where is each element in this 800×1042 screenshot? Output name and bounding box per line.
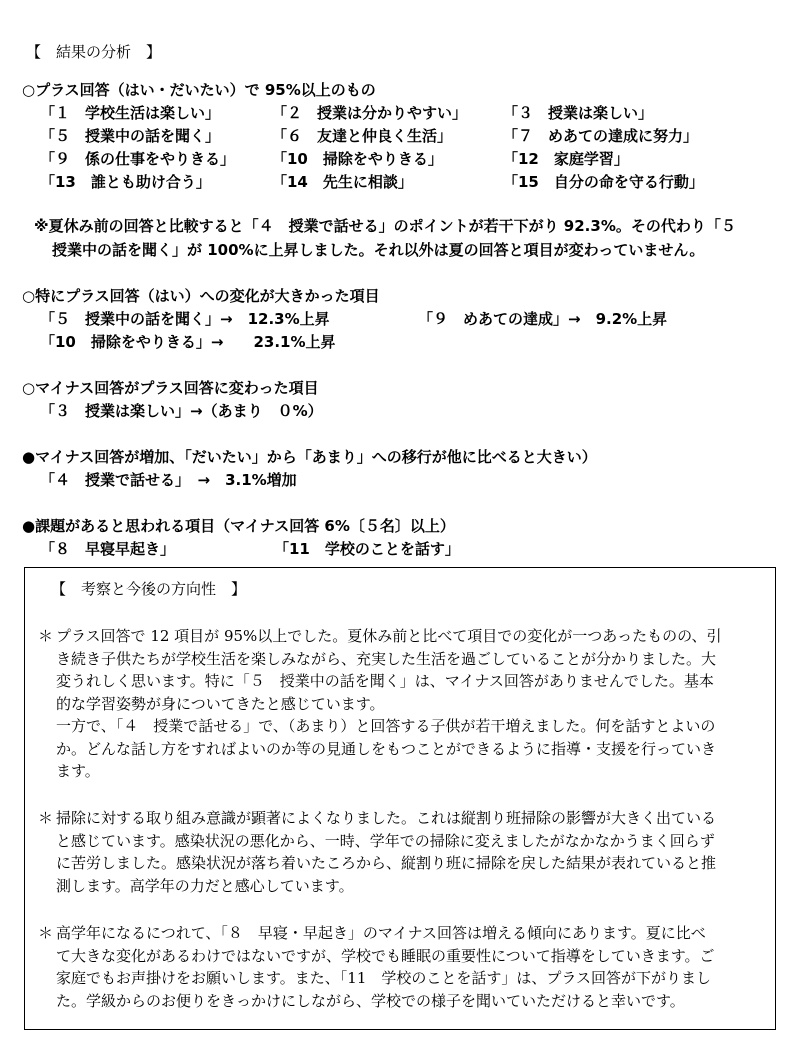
note-line-2: 授業中の話を聞く」が 100%に上昇しました。それ以外は夏の回答と項目が変わっていません。: [52, 241, 705, 259]
list-item: 「９ 係の仕事をやりきる」: [40, 150, 236, 168]
list-item: 「10 掃除をやりきる」→ 23.1%上昇: [40, 333, 336, 351]
list-item: 「４ 授業で話せる」 → 3.1%増加: [40, 471, 297, 489]
paragraph-line: 高学年になるにつれて、「８ 早寝・早起き」のマイナス回答は増える傾向にあります。夏に比べ: [56, 924, 706, 942]
paragraph-2: [38, 807, 766, 897]
paragraph-line: 的な学習姿勢が身についてきたと感じています。: [56, 694, 385, 713]
note-line-1: ※夏休み前の回答と比較すると「４ 授業で話せる」のポイントが若干下がり 92.3%。その代わり「５: [34, 217, 736, 235]
list-item: 「15 自分の命を守る行動」: [503, 173, 704, 191]
paragraph-3: [38, 922, 766, 1012]
list-item: 「６ 友達と仲良く生活」: [272, 127, 453, 145]
list-item: 「13 誰とも助け合う」: [40, 173, 211, 191]
list-item: 「９ めあての達成」→ 9.2%上昇: [418, 310, 668, 328]
section5-heading: ●課題があると思われる項目（マイナス回答 6%〔５名〕以上）: [22, 517, 455, 535]
paragraph-line: 一方で、「４ 授業で話せる」で、（あまり）と回答する子供が若干増えました。何を話すとよいの: [56, 717, 716, 735]
section3-heading: ○マイナス回答がプラス回答に変わった項目: [22, 379, 319, 397]
paragraph-line: き続き子供たちが学校生活を楽しみながら、充実した生活を過ごしていることが分かりました。大: [56, 649, 717, 668]
asterisk-bullet: ＊: [38, 627, 54, 645]
list-item: 「14 先生に相談」: [272, 173, 413, 191]
paragraph-line: 変うれしく思います。特に「５ 授業中の話を聞く」は、マイナス回答がありませんでした。基本: [56, 672, 714, 690]
list-item: 「８ 早寝早起き」: [40, 540, 176, 558]
paragraph-line: ます。: [56, 762, 100, 780]
list-item: 「11 学校のことを話す」: [274, 540, 460, 558]
section1-heading: ○プラス回答（はい・だいたい）で 95%以上のもの: [22, 81, 376, 99]
list-item: 「12 家庭学習」: [503, 150, 629, 168]
paragraph-line: プラス回答で 12 項目が 95%以上でした。夏休み前と比べて項目での変化が一つあったものの、引: [56, 627, 722, 645]
list-item: 「５ 授業中の話を聞く」→ 12.3%上昇: [40, 310, 330, 328]
list-item: 「３ 授業は楽しい」: [503, 104, 654, 122]
section2-heading: ○特にプラス回答（はい）への変化が大きかった項目: [22, 287, 380, 305]
paragraph-line: か。どんな話し方をすればよいのか等の見通しをもつことができるように指導・支援を行っていき: [56, 739, 717, 758]
section4-heading: ●マイナス回答が増加、「だいたい」から「あまり」への移行が他に比べると大きい）: [22, 448, 597, 466]
analysis-title: 【 結果の分析 】: [26, 43, 162, 61]
list-item: 「１ 学校生活は楽しい」: [40, 104, 221, 122]
list-item: 「７ めあての達成に努力」: [503, 127, 699, 145]
paragraph-line: 測します。高学年の力だと感心しています。: [56, 876, 354, 895]
asterisk-bullet: ＊: [38, 924, 54, 942]
list-item: 「10 掃除をやりきる」: [272, 150, 443, 168]
paragraph-line: と感じています。感染状況の悪化から、一時、学年での掃除に変えましたがなかなかうまく回らず: [56, 831, 715, 850]
paragraph-line: に苦労しました。感染状況が落ち着いたころから、縦割り班に掃除を戻した結果が表れていると推: [56, 854, 717, 872]
paragraph-line: た。学級からのお便りをきっかけにしながら、学校での様子を聞いていただけると幸いです。: [56, 991, 685, 1010]
consideration-box: [24, 567, 776, 1030]
list-item: 「３ 授業は楽しい」→（あまり ０%）: [40, 402, 323, 420]
paragraph-1: [38, 625, 766, 783]
list-item: 「５ 授業中の話を聞く」: [40, 127, 221, 145]
asterisk-bullet: ＊: [38, 809, 54, 827]
consideration-title: 【 考察と今後の方向性 】: [51, 580, 247, 598]
paragraph-line: て大きな変化があるわけではないですが、学校でも睡眠の重要性について指導をしていきます。ご: [56, 946, 715, 965]
paragraph-line: 家庭でもお声掛けをお願いします。また、「11 学校のことを話す」は、プラス回答が下がりまし: [56, 969, 711, 987]
paragraph-line: 掃除に対する取り組み意識が顕著によくなりました。これは縦割り班掃除の影響が大きく出ている: [56, 809, 717, 827]
list-item: 「２ 授業は分かりやすい」: [272, 104, 468, 122]
